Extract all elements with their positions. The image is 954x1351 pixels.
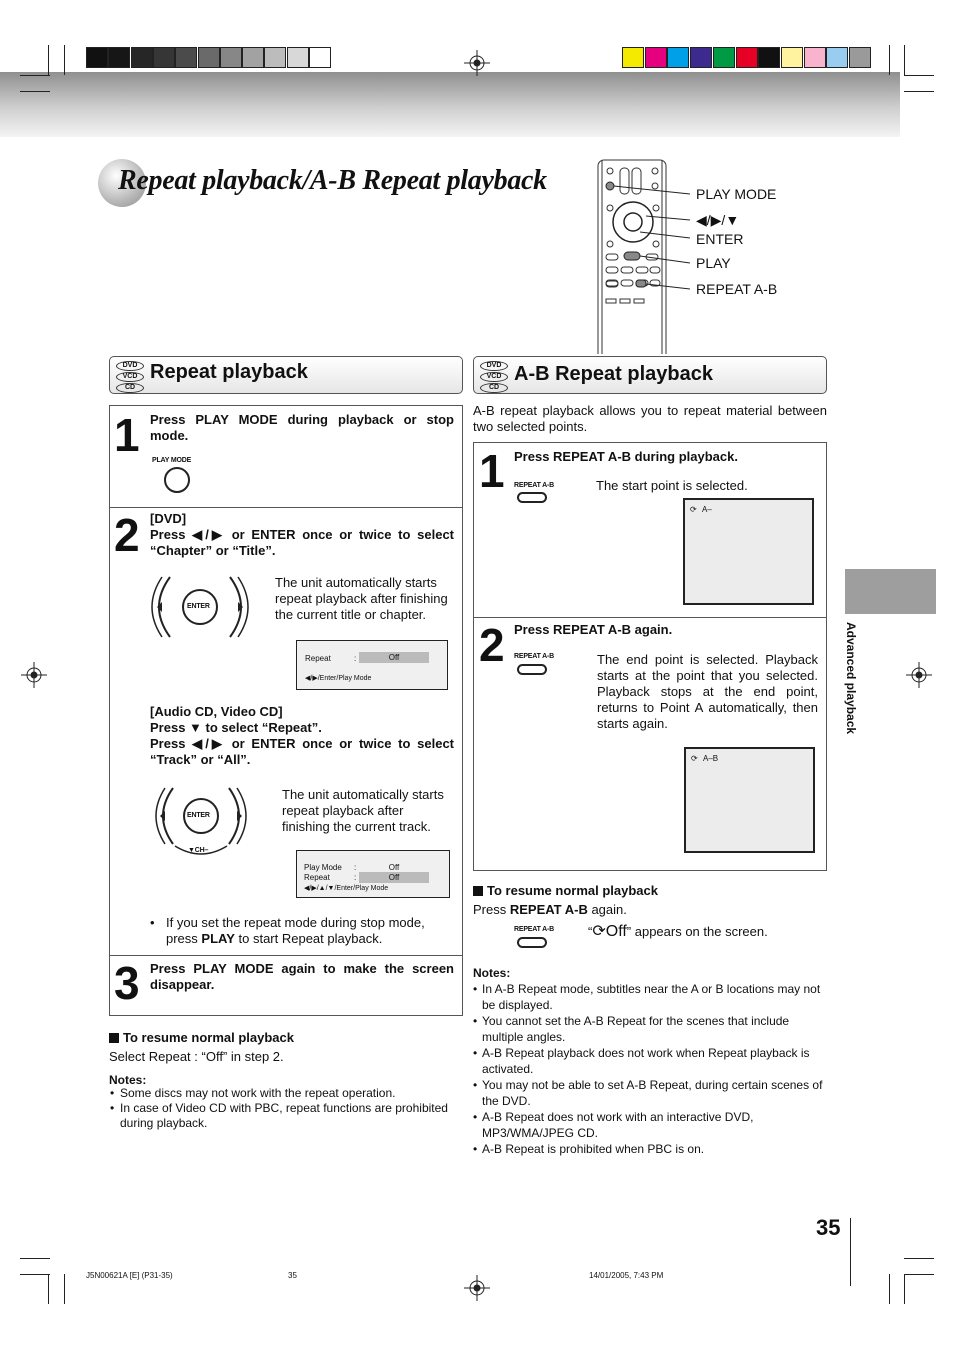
side-tab-label-wrap xyxy=(842,622,860,752)
step-description: The start point is selected. xyxy=(596,478,748,493)
crop-mark xyxy=(48,45,49,75)
step-number: 2 xyxy=(479,619,505,671)
step-instruction: Press PLAY MODE again to make the screen disappear. xyxy=(150,961,454,992)
color-swatch xyxy=(736,47,758,68)
crop-mark xyxy=(20,1258,50,1259)
color-swatch xyxy=(690,47,712,68)
crop-mark xyxy=(20,1274,50,1275)
crop-mark xyxy=(904,1274,905,1304)
repeat-ab-button-icon xyxy=(517,937,547,948)
section-heading-repeat-playback xyxy=(109,356,463,394)
button-label: REPEAT A-B xyxy=(514,926,555,933)
notes-heading: Notes: xyxy=(109,1073,147,1087)
page-title: Repeat playback/A-B Repeat playback xyxy=(118,165,547,196)
crop-mark xyxy=(48,1274,49,1304)
tv-screen-a xyxy=(683,498,814,605)
remote-label-repeat-ab: REPEAT A-B xyxy=(696,281,778,297)
button-label: REPEAT A-B xyxy=(514,482,555,489)
gray-swatch xyxy=(153,47,175,68)
repeat-icon: ⟳ xyxy=(690,505,697,514)
repeat-ab-button-icon xyxy=(517,664,547,675)
osd-value: Off xyxy=(359,872,429,883)
crop-mark xyxy=(904,1258,934,1259)
note-item: • A-B Repeat playback does not work when Repeat playback is activated. xyxy=(473,1046,810,1076)
crop-mark xyxy=(889,45,890,75)
registration-target-icon xyxy=(464,1275,490,1301)
color-swatch xyxy=(781,47,803,68)
repeat-icon: ⟳ xyxy=(691,754,698,763)
gray-swatch xyxy=(86,47,108,68)
step-description: The unit automatically starts repeat playback after finishing the current title or chapter. xyxy=(275,575,448,622)
bullet-marker: • xyxy=(150,915,155,930)
chapter-tab xyxy=(845,569,936,614)
gray-swatch xyxy=(198,47,220,68)
gray-swatch xyxy=(131,47,153,68)
crop-mark xyxy=(904,75,934,76)
step-number: 1 xyxy=(114,409,140,461)
play-mode-button-icon xyxy=(164,467,190,493)
disc-type-tag: [Audio CD, Video CD] xyxy=(150,704,283,719)
osd-hint: ◀/▶/▲/▼/Enter/Play Mode xyxy=(304,885,389,892)
osd-label: Repeat xyxy=(304,873,330,882)
step-number: 1 xyxy=(479,445,505,497)
divider xyxy=(109,955,463,956)
gray-swatch xyxy=(220,47,242,68)
crop-mark xyxy=(904,45,905,75)
footer-date: 14/01/2005, 7:43 PM xyxy=(589,1271,664,1280)
registration-target-icon xyxy=(464,50,490,76)
step-instruction: Press ◀/▶ or ENTER once or twice to select “Track” or “All”. xyxy=(150,736,454,767)
disc-badges: DVD VCD CD xyxy=(480,361,508,394)
notes-list xyxy=(109,1086,461,1131)
off-message: “⟳Off” appears on the screen. xyxy=(588,923,768,940)
resume-text: Press REPEAT A-B again. xyxy=(473,902,627,917)
color-swatch xyxy=(645,47,667,68)
button-label: REPEAT A-B xyxy=(514,653,555,660)
color-swatch xyxy=(804,47,826,68)
header-band xyxy=(0,72,900,137)
note-item: • A-B Repeat is prohibited when PBC is on. xyxy=(473,1142,705,1156)
section-title: A-B Repeat playback xyxy=(514,363,713,385)
osd-separator: : xyxy=(354,863,357,872)
osd-value: Off xyxy=(388,863,400,872)
step-number: 3 xyxy=(114,957,140,1009)
note-item: • A-B Repeat does not work with an interactive DVD, MP3/WMA/JPEG CD. xyxy=(473,1110,754,1140)
step-instruction: Press ▼ to select “Repeat”. xyxy=(150,720,322,735)
step-instruction: Press REPEAT A-B during playback. xyxy=(514,449,738,464)
color-swatch xyxy=(758,47,780,68)
enter-label: ENTER xyxy=(187,812,210,819)
note-item: • In case of Video CD with PBC, repeat functions are prohibited during playback. xyxy=(110,1101,448,1130)
button-label: PLAY MODE xyxy=(152,457,192,464)
tv-screen-ab xyxy=(684,747,815,853)
step-instruction: Press ◀/▶ or ENTER once or twice to select “Chapter” or “Title”. xyxy=(150,527,454,558)
ch-minus-label: ▼CH– xyxy=(188,847,209,854)
osd-hint: ◀/▶/Enter/Play Mode xyxy=(305,675,372,682)
color-swatch xyxy=(713,47,735,68)
screen-indicator: A– xyxy=(702,505,712,514)
osd-separator: : xyxy=(354,654,357,663)
remote-label-play-mode: PLAY MODE xyxy=(696,186,777,202)
divider xyxy=(473,617,827,618)
disc-badges: DVD VCD CD xyxy=(116,361,144,394)
repeat-ab-button-icon xyxy=(517,492,547,503)
note-item: • In A-B Repeat mode, subtitles near the A or B locations may not be displayed. xyxy=(473,982,821,1012)
osd-play-mode-screen xyxy=(296,850,450,898)
gray-swatch xyxy=(242,47,264,68)
color-swatch xyxy=(622,47,644,68)
gray-swatch xyxy=(287,47,309,68)
remote-control-illustration xyxy=(596,158,696,354)
resume-heading: To resume normal playback xyxy=(109,1030,294,1046)
resume-heading: To resume normal playback xyxy=(473,883,658,899)
crop-mark xyxy=(904,1274,934,1275)
registration-target-icon xyxy=(21,662,47,688)
disc-type-tag: [DVD] xyxy=(150,511,187,526)
crop-mark xyxy=(904,91,934,92)
note-item: • Some discs may not work with the repeat operation. xyxy=(110,1086,396,1100)
gray-swatch xyxy=(264,47,286,68)
page-number: 35 xyxy=(816,1215,841,1240)
osd-repeat-screen xyxy=(296,640,448,690)
crop-mark xyxy=(64,1274,65,1304)
resume-text: Select Repeat : “Off” in step 2. xyxy=(109,1049,284,1064)
remote-label-arrows: ◀/▶/▼ xyxy=(696,212,740,228)
color-swatch xyxy=(849,47,871,68)
step-note: If you set the repeat mode during stop mode, press PLAY to start Repeat playback. xyxy=(166,915,425,946)
step-description: The end point is selected. Playback starts at the point that you selected. Playback stops at the end point, returns to Point A automatically, then starts again. xyxy=(597,652,818,731)
side-tab-label: Advanced playback xyxy=(844,622,858,735)
step-instruction: Press REPEAT A-B again. xyxy=(514,622,673,637)
registration-target-icon xyxy=(906,662,932,688)
crop-mark xyxy=(889,1274,890,1304)
section-heading-ab-repeat xyxy=(473,356,827,394)
gray-swatch xyxy=(108,47,130,68)
osd-label: Play Mode xyxy=(304,863,342,872)
section-title: Repeat playback xyxy=(150,361,308,383)
enter-label: ENTER xyxy=(187,603,210,610)
osd-separator: : xyxy=(354,873,357,882)
osd-value: Off xyxy=(359,652,429,663)
footer-file: J5N00621A [E] (P31-35) xyxy=(86,1271,173,1280)
remote-label-play: PLAY xyxy=(696,255,731,271)
notes-list xyxy=(473,981,829,1157)
gray-swatch xyxy=(309,47,331,68)
page-number-rule xyxy=(850,1218,851,1286)
color-swatch xyxy=(826,47,848,68)
intro-text: A-B repeat playback allows you to repeat material between two selected points. xyxy=(473,403,827,434)
note-item: • You may not be able to set A-B Repeat, during certain scenes of the DVD. xyxy=(473,1078,823,1108)
step-number: 2 xyxy=(114,509,140,561)
color-swatch xyxy=(667,47,689,68)
crop-mark xyxy=(64,45,65,75)
screen-indicator: A–B xyxy=(703,754,719,763)
gray-swatch xyxy=(175,47,197,68)
step-instruction: Press PLAY MODE during playback or stop mode. xyxy=(150,412,454,443)
crop-mark xyxy=(20,75,50,76)
divider xyxy=(109,507,463,508)
remote-label-enter: ENTER xyxy=(696,231,744,247)
osd-label: Repeat xyxy=(305,654,331,663)
repeat-icon: ⟳ xyxy=(592,923,606,940)
notes-heading: Notes: xyxy=(473,966,511,980)
step-description: The unit automatically starts repeat playback after finishing the current track. xyxy=(282,787,444,834)
footer-page: 35 xyxy=(288,1271,297,1280)
note-item: • You cannot set the A-B Repeat for the scenes that include multiple angles. xyxy=(473,1014,790,1044)
crop-mark xyxy=(20,91,50,92)
